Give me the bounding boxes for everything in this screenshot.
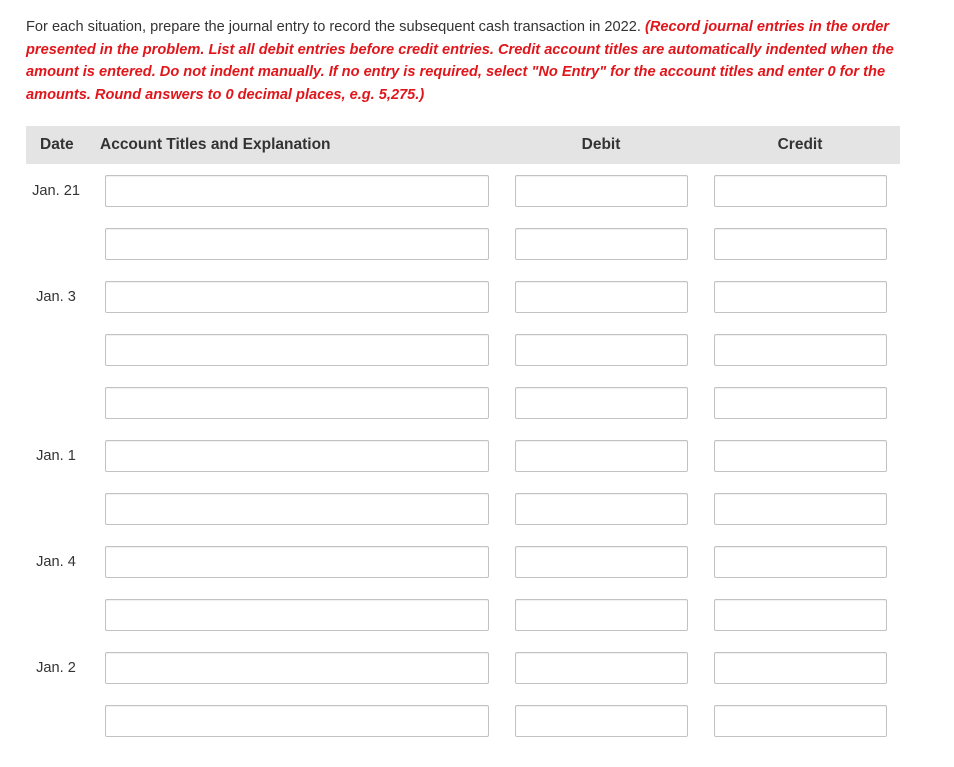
account-title-input[interactable] (105, 228, 489, 260)
instructions (26, 16, 930, 106)
credit-amount-input[interactable] (714, 228, 887, 260)
journal-row (0, 546, 954, 578)
credit-amount-input[interactable] (714, 546, 887, 578)
journal-row (0, 705, 954, 737)
credit-amount-input[interactable] (714, 175, 887, 207)
credit-amount-input[interactable] (714, 281, 887, 313)
account-title-input[interactable] (105, 546, 489, 578)
account-title-input[interactable] (105, 599, 489, 631)
debit-amount-input[interactable] (515, 440, 688, 472)
account-title-input[interactable] (105, 175, 489, 207)
account-title-input[interactable] (105, 705, 489, 737)
header-credit: Credit (777, 136, 823, 153)
credit-amount-input[interactable] (714, 387, 887, 419)
journal-row (0, 228, 954, 260)
credit-amount-input[interactable] (714, 652, 887, 684)
debit-amount-input[interactable] (515, 652, 688, 684)
credit-amount-input[interactable] (714, 705, 887, 737)
account-title-input[interactable] (105, 440, 489, 472)
debit-amount-input[interactable] (515, 175, 688, 207)
journal-row (0, 599, 954, 631)
debit-amount-input[interactable] (515, 493, 688, 525)
instructions-text: For each situation, prepare the journal entry to record the subsequent cash transaction in 2022. (26, 19, 641, 35)
journal-row (0, 175, 954, 207)
header-account-titles: Account Titles and Explanation (100, 136, 331, 153)
journal-row (0, 440, 954, 472)
account-title-input[interactable] (105, 493, 489, 525)
row-date: Jan. 1 (36, 448, 76, 464)
debit-amount-input[interactable] (515, 334, 688, 366)
credit-amount-input[interactable] (714, 599, 887, 631)
debit-amount-input[interactable] (515, 387, 688, 419)
account-title-input[interactable] (105, 281, 489, 313)
credit-amount-input[interactable] (714, 334, 887, 366)
journal-row (0, 387, 954, 419)
debit-amount-input[interactable] (515, 705, 688, 737)
journal-row (0, 652, 954, 684)
header-debit: Debit (581, 136, 621, 153)
debit-amount-input[interactable] (515, 281, 688, 313)
account-title-input[interactable] (105, 652, 489, 684)
credit-amount-input[interactable] (714, 440, 887, 472)
debit-amount-input[interactable] (515, 546, 688, 578)
account-title-input[interactable] (105, 387, 489, 419)
journal-row (0, 334, 954, 366)
row-date: Jan. 3 (36, 289, 76, 305)
row-date: Jan. 21 (32, 183, 80, 199)
row-date: Jan. 2 (36, 660, 76, 676)
account-title-input[interactable] (105, 334, 489, 366)
instructions-note: (Record journal entries in the order presented in the problem. List all debit entries before credit entries. Credit account titles are automatically indented when the amount is entered. Do not indent manually. If no entry is required, select "No Entry" for the account titles and enter 0 for the amounts. Round answers to 0 decimal places, e.g. 5,275.) (26, 19, 894, 103)
journal-row (0, 493, 954, 525)
header-date: Date (40, 136, 74, 153)
debit-amount-input[interactable] (515, 228, 688, 260)
row-date: Jan. 4 (36, 554, 76, 570)
credit-amount-input[interactable] (714, 493, 887, 525)
journal-table-header (26, 126, 900, 164)
debit-amount-input[interactable] (515, 599, 688, 631)
journal-row (0, 281, 954, 313)
